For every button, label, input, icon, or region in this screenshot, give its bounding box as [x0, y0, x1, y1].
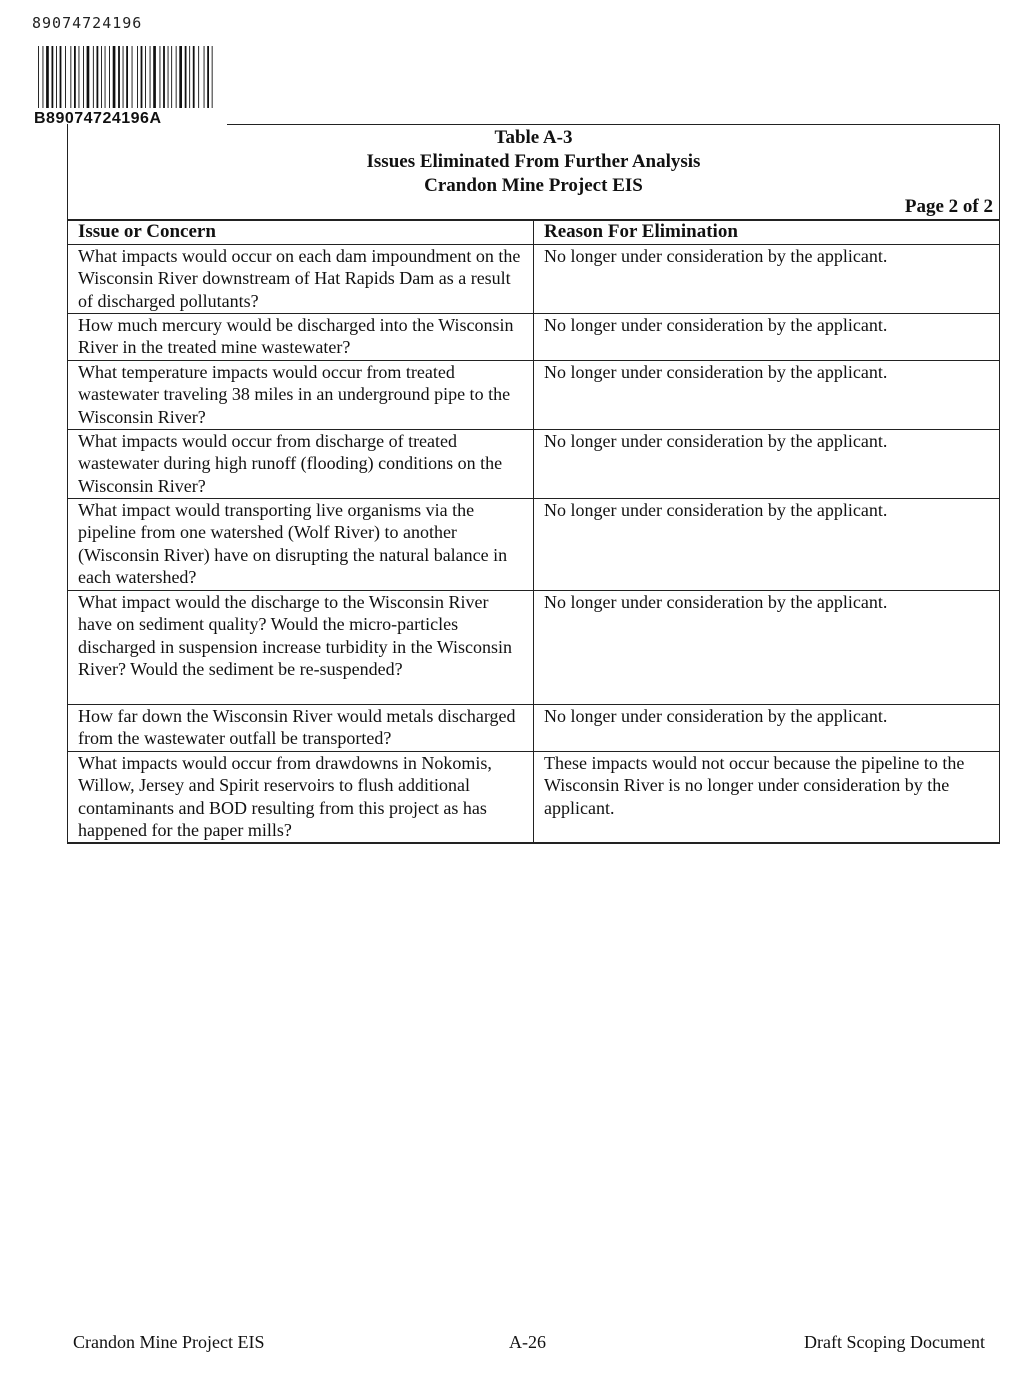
barcode-number: B89074724196A	[34, 110, 162, 127]
column-header-reason: Reason For Elimination	[534, 220, 1000, 244]
page-indicator: Page 2 of 2	[904, 196, 993, 217]
table-row	[68, 360, 1000, 429]
barcode-bar	[189, 46, 190, 108]
barcode-bar	[160, 46, 161, 108]
barcode-bar	[198, 46, 199, 108]
table-row	[68, 704, 1000, 751]
column-header-issue: Issue or Concern	[68, 220, 534, 244]
barcode-bar	[212, 46, 213, 108]
reason-cell: No longer under consideration by the applicant.	[534, 590, 1000, 704]
barcode-bar	[179, 46, 182, 108]
footer-document-type: Draft Scoping Document	[804, 1332, 985, 1352]
barcode-bar	[46, 46, 49, 108]
table-title: Table A-3	[494, 127, 573, 148]
barcode-bar	[168, 46, 169, 108]
reason-cell: No longer under consideration by the applicant.	[534, 498, 1000, 590]
barcode-bar	[101, 46, 102, 108]
issue-cell: What impacts would occur on each dam impoundment on the Wisconsin River downstream of Hat Rapids Dam as a result of discharged pollutants?	[68, 244, 534, 313]
barcode-bar	[60, 46, 62, 108]
barcode-bar	[185, 46, 187, 108]
barcode-bar	[118, 46, 120, 108]
table-project-name: Crandon Mine Project EIS	[424, 175, 643, 196]
barcode-bar	[56, 46, 57, 108]
barcode-bar	[109, 46, 110, 108]
table-row	[68, 313, 1000, 360]
barcode-bar	[93, 46, 94, 108]
barcode-bar	[38, 46, 39, 108]
reason-cell: No longer under consideration by the applicant.	[534, 429, 1000, 498]
table-subtitle: Issues Eliminated From Further Analysis	[366, 151, 701, 172]
barcode-bar	[153, 46, 156, 108]
barcode-bar	[65, 46, 66, 108]
table-header-row	[68, 220, 1000, 244]
issue-cell: How far down the Wisconsin River would metals discharged from the wastewater outfall be transported?	[68, 704, 534, 751]
barcode-bar	[171, 46, 172, 108]
barcode-bar	[150, 46, 151, 108]
barcode-bar	[79, 46, 80, 108]
barcode-bar	[83, 46, 84, 108]
table-title-block	[67, 126, 1000, 198]
barcode-bar	[176, 46, 177, 108]
table-row	[68, 429, 1000, 498]
table-row	[68, 751, 1000, 843]
top-rule	[227, 124, 1000, 125]
issue-cell: What temperature impacts would occur from treated wastewater traveling 38 miles in an underground pipe to the Wisconsin River?	[68, 360, 534, 429]
barcode-bar	[70, 46, 71, 108]
barcode-bar	[126, 46, 128, 108]
barcode-bar	[193, 46, 195, 108]
barcode-bar	[132, 46, 133, 108]
barcode-bar	[87, 46, 90, 108]
barcode-bar	[123, 46, 124, 108]
footer-project-name: Crandon Mine Project EIS	[73, 1332, 265, 1352]
reason-cell: No longer under consideration by the applicant.	[534, 360, 1000, 429]
barcode-bar	[207, 46, 209, 108]
table-row	[68, 244, 1000, 313]
barcode-bar	[113, 46, 116, 108]
barcode-bar	[141, 46, 143, 108]
barcode-bar	[204, 46, 205, 108]
barcode-bar	[74, 46, 76, 108]
issue-cell: How much mercury would be discharged into the Wisconsin River in the treated mine wastewater?	[68, 313, 534, 360]
issue-cell: What impacts would occur from discharge of treated wastewater during high runoff (flooding) conditions on the Wisconsin River?	[68, 429, 534, 498]
reason-cell: No longer under consideration by the applicant.	[534, 704, 1000, 751]
barcode-bar	[137, 46, 138, 108]
issues-table	[67, 219, 1000, 844]
footer-page-number: A-26	[509, 1332, 546, 1352]
handwritten-document-id: 89074724196	[32, 14, 143, 32]
reason-cell: No longer under consideration by the applicant.	[534, 313, 1000, 360]
barcode-bar	[163, 46, 165, 108]
barcode-image	[38, 46, 216, 108]
table-row	[68, 590, 1000, 704]
barcode-bar	[105, 46, 106, 108]
table-row	[68, 498, 1000, 590]
issue-cell: What impact would transporting live organisms via the pipeline from one watershed (Wolf River) to another (Wisconsin River) have on disrupting the natural balance in each watershed?	[68, 498, 534, 590]
barcode-bar	[43, 46, 44, 108]
barcode-bar	[145, 46, 146, 108]
reason-cell: No longer under consideration by the applicant.	[534, 244, 1000, 313]
issue-cell: What impacts would occur from drawdowns in Nokomis, Willow, Jersey and Spirit reservoirs to flush additional contaminants and BOD resulting from this project as has happened for the paper mills?	[68, 751, 534, 843]
barcode-bar	[52, 46, 54, 108]
barcode-bar	[97, 46, 99, 108]
reason-cell: These impacts would not occur because the pipeline to the Wisconsin River is no longer under consideration by the applicant.	[534, 751, 1000, 843]
issue-cell: What impact would the discharge to the Wisconsin River have on sediment quality? Would the micro-particles discharged in suspension increase turbidity in the Wisconsin River? Would the sediment be re-suspended?	[68, 590, 534, 704]
